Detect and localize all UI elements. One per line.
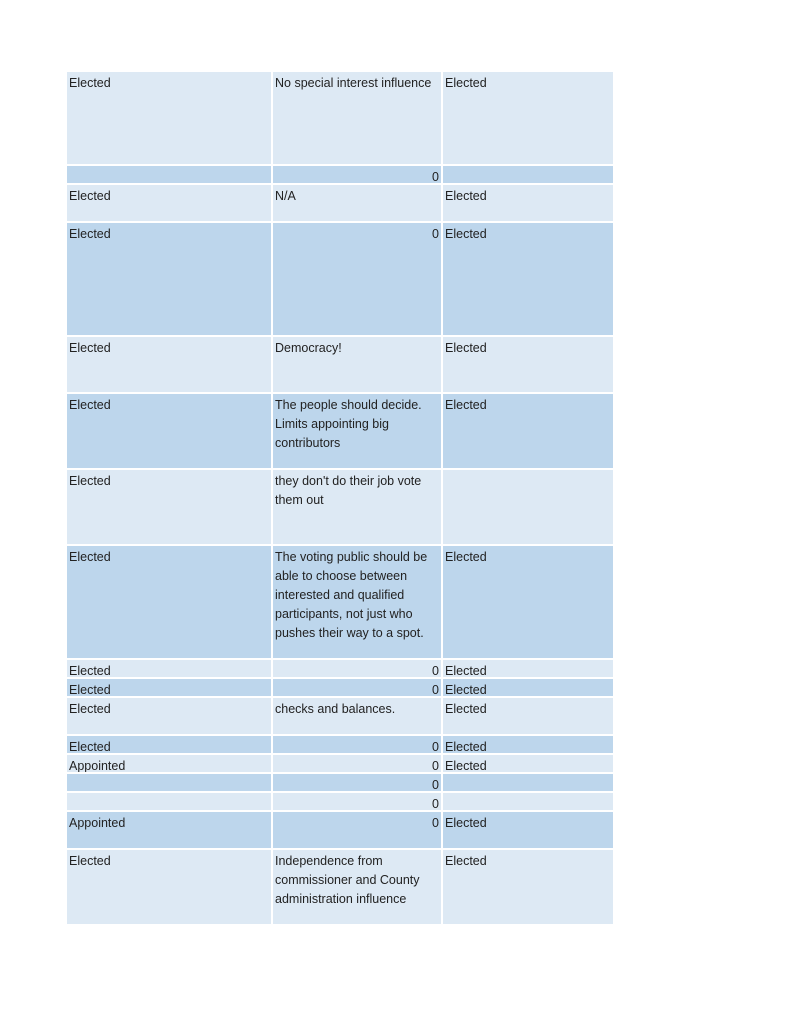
table-cell <box>443 166 613 183</box>
table-cell: they don't do their job vote them out <box>273 470 441 544</box>
table-cell <box>67 166 271 183</box>
table-cell: Elected <box>443 185 613 221</box>
table-cell: Elected <box>443 736 613 753</box>
table-cell: 0 <box>273 660 441 677</box>
table-cell: checks and balances. <box>273 698 441 734</box>
table-cell: Elected <box>67 850 271 924</box>
table-cell: Elected <box>67 337 271 392</box>
table-cell: Elected <box>67 470 271 544</box>
table-cell: Elected <box>67 223 271 335</box>
table-row <box>67 660 613 677</box>
table-row <box>67 850 613 924</box>
table-cell: 0 <box>273 793 441 810</box>
table-row <box>67 736 613 753</box>
table-cell: 0 <box>273 223 441 335</box>
table-row <box>67 774 613 791</box>
table-cell: Elected <box>443 223 613 335</box>
table-cell: The people should decide. Limits appointing big contributors <box>273 394 441 468</box>
table-row <box>67 793 613 810</box>
table-cell: Elected <box>443 394 613 468</box>
survey-table <box>67 72 613 926</box>
table-cell: Elected <box>443 660 613 677</box>
table-cell <box>443 470 613 544</box>
table-cell: Elected <box>443 679 613 696</box>
table-cell: Elected <box>443 698 613 734</box>
table-cell: Elected <box>67 660 271 677</box>
table-row <box>67 185 613 221</box>
table-row <box>67 546 613 658</box>
table-row <box>67 72 613 164</box>
table-cell: Elected <box>443 546 613 658</box>
table-cell: 0 <box>273 679 441 696</box>
table-cell: Independence from commissioner and County administration influence <box>273 850 441 924</box>
table-cell: 0 <box>273 774 441 791</box>
table-cell: Elected <box>67 736 271 753</box>
table-row <box>67 812 613 848</box>
table-cell: Elected <box>67 698 271 734</box>
table-cell <box>443 774 613 791</box>
table-row <box>67 223 613 335</box>
table-cell: Appointed <box>67 812 271 848</box>
table-row <box>67 679 613 696</box>
table-row <box>67 698 613 734</box>
table-row <box>67 470 613 544</box>
table-cell: 0 <box>273 736 441 753</box>
table-cell: The voting public should be able to choose between interested and qualified participants, not just who pushes their way to a spot. <box>273 546 441 658</box>
table-row <box>67 394 613 468</box>
table-cell <box>67 774 271 791</box>
table-cell: Elected <box>67 185 271 221</box>
table-cell: Elected <box>67 72 271 164</box>
table-cell: Elected <box>443 812 613 848</box>
table-row <box>67 755 613 772</box>
table-cell: Elected <box>443 72 613 164</box>
table-cell: Appointed <box>67 755 271 772</box>
table-row <box>67 166 613 183</box>
table-cell: N/A <box>273 185 441 221</box>
table-cell: Elected <box>443 755 613 772</box>
table-cell: No special interest influence <box>273 72 441 164</box>
table-cell: Democracy! <box>273 337 441 392</box>
table-row <box>67 337 613 392</box>
table-cell: Elected <box>443 850 613 924</box>
table-cell: 0 <box>273 166 441 183</box>
table-cell: Elected <box>67 679 271 696</box>
table-cell: Elected <box>67 546 271 658</box>
table-cell: 0 <box>273 812 441 848</box>
table-cell <box>443 793 613 810</box>
table-cell <box>67 793 271 810</box>
table-cell: 0 <box>273 755 441 772</box>
table-cell: Elected <box>67 394 271 468</box>
table-cell: Elected <box>443 337 613 392</box>
